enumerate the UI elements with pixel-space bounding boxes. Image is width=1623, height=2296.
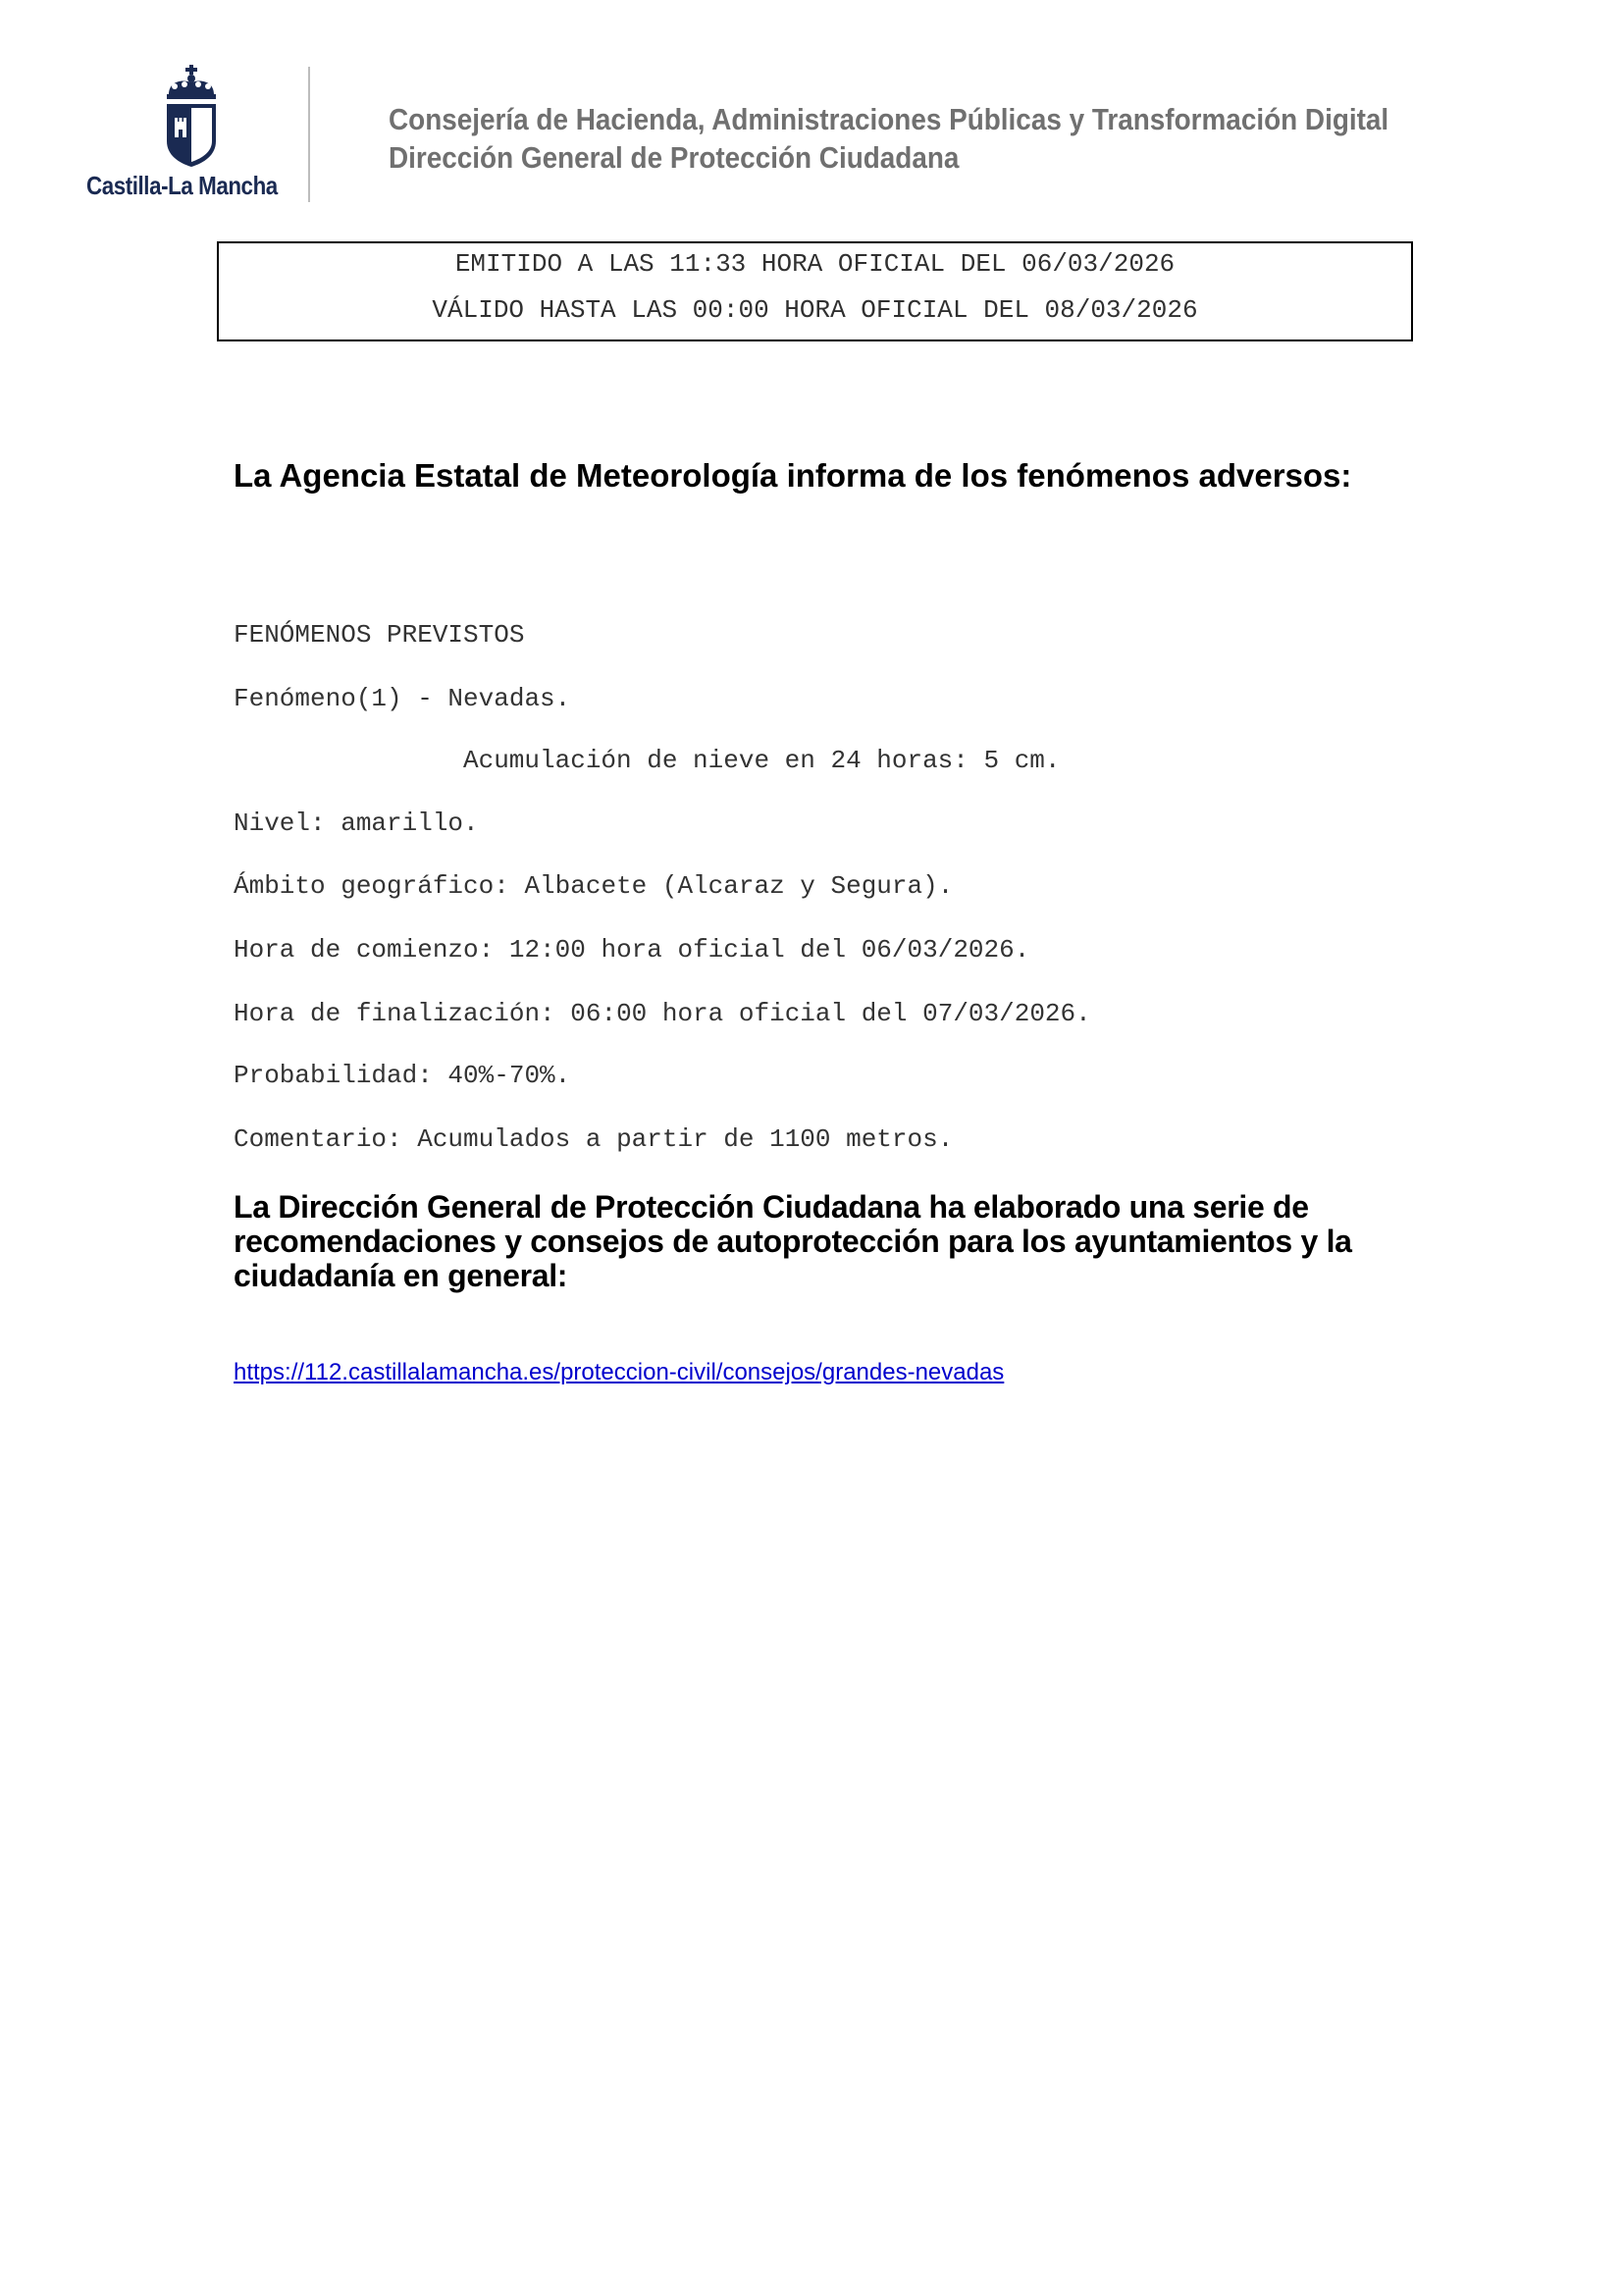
start-time-line: Hora de comienzo: 12:00 hora oficial del 06/03/2026. [234,935,1030,965]
forecast-section-title: FENÓMENOS PREVISTOS [234,620,525,650]
valid-until-time: VÁLIDO HASTA LAS 00:00 HORA OFICIAL DEL 08/03/2026 [432,295,1198,325]
coat-of-arms-icon [161,65,222,167]
validity-box [217,241,1413,341]
comment-line: Comentario: Acumulados a partir de 1100 metros. [234,1124,954,1154]
recommendations-paragraph [234,1190,1411,1293]
emission-time: EMITIDO A LAS 11:33 HORA OFICIAL DEL 06/03/2026 [454,249,1176,279]
recommendations-line-2: recomendaciones y consejos de autoprotección para los ayuntamientos y la [234,1224,1352,1259]
end-time-line: Hora de finalización: 06:00 hora oficial del 07/03/2026. [234,999,1091,1028]
recommendations-line-1: La Dirección General de Protección Ciudadana ha elaborado una serie de [234,1189,1309,1225]
area-line: Ámbito geográfico: Albacete (Alcaraz y Segura). [234,871,954,901]
header-divider [308,67,310,202]
logo-text: Castilla-La Mancha [86,171,278,200]
header-directorate: Dirección General de Protección Ciudadana [389,140,960,175]
header-department: Consejería de Hacienda, Administraciones Públicas y Transformación Digital [389,102,1389,136]
recommendations-line-3: ciudadanía en general: [234,1258,568,1293]
level-line: Nivel: amarillo. [234,809,479,838]
phenomenon-line: Fenómeno(1) - Nevadas. [234,684,571,713]
main-heading: La Agencia Estatal de Meteorología informa de los fenómenos adversos: [234,457,1352,494]
castilla-la-mancha-logo [82,65,298,204]
accumulation-line: Acumulación de nieve en 24 horas: 5 cm. [463,746,1061,775]
snowfall-advice-link[interactable]: https://112.castillalamancha.es/proteccion-civil/consejos/grandes-nevadas [234,1359,1005,1385]
probability-line: Probabilidad: 40%-70%. [234,1061,571,1090]
